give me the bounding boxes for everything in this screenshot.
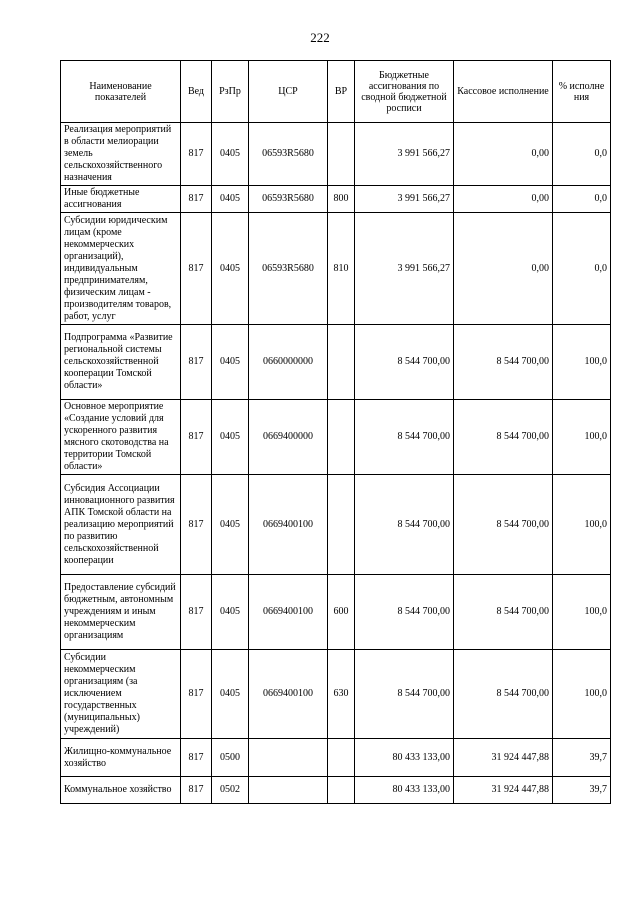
cell-rzpr: 0500	[212, 739, 249, 777]
header-rzpr: РзПр	[212, 61, 249, 123]
cell-pct: 100,0	[553, 650, 611, 739]
header-ved: Вед	[181, 61, 212, 123]
cell-pct: 100,0	[553, 475, 611, 575]
table-row	[61, 325, 611, 400]
table-row	[61, 575, 611, 650]
cell-csr: 0669400100	[249, 475, 328, 575]
cell-rzpr: 0405	[212, 325, 249, 400]
cell-budget: 8 544 700,00	[355, 325, 454, 400]
cell-csr: 06593R5680	[249, 123, 328, 186]
cell-name: Иные бюджетные ассигнования	[61, 186, 181, 213]
cell-vr	[328, 400, 355, 475]
cell-cash: 0,00	[454, 213, 553, 325]
cell-rzpr: 0405	[212, 186, 249, 213]
header-budget: Бюджетные ассигнования по сводной бюджетной росписи	[355, 61, 454, 123]
cell-vr: 630	[328, 650, 355, 739]
cell-ved: 817	[181, 650, 212, 739]
cell-ved: 817	[181, 325, 212, 400]
cell-cash: 8 544 700,00	[454, 475, 553, 575]
header-name: Наименование показателей	[61, 61, 181, 123]
table-header-row	[61, 61, 611, 123]
cell-csr: 0669400100	[249, 650, 328, 739]
cell-budget: 8 544 700,00	[355, 400, 454, 475]
cell-cash: 8 544 700,00	[454, 325, 553, 400]
cell-rzpr: 0405	[212, 123, 249, 186]
cell-cash: 8 544 700,00	[454, 575, 553, 650]
cell-ved: 817	[181, 475, 212, 575]
cell-ved: 817	[181, 186, 212, 213]
cell-rzpr: 0405	[212, 650, 249, 739]
table-row	[61, 400, 611, 475]
cell-name: Субсидии некоммерческим организациям (за исключением государственных (муниципальных) учреждений)	[61, 650, 181, 739]
cell-budget: 80 433 133,00	[355, 777, 454, 804]
cell-ved: 817	[181, 123, 212, 186]
cell-name: Основное мероприятие «Создание условий для ускоренного развития мясного скотоводства на территории Томской области»	[61, 400, 181, 475]
cell-cash: 8 544 700,00	[454, 400, 553, 475]
cell-cash: 0,00	[454, 123, 553, 186]
cell-pct: 100,0	[553, 325, 611, 400]
cell-budget: 8 544 700,00	[355, 475, 454, 575]
cell-vr	[328, 739, 355, 777]
cell-name: Реализация мероприятий в области мелиорации земель сельскохозяйственного назначения	[61, 123, 181, 186]
cell-pct: 39,7	[553, 739, 611, 777]
cell-pct: 0,0	[553, 186, 611, 213]
cell-vr	[328, 325, 355, 400]
cell-vr: 810	[328, 213, 355, 325]
header-pct: % исполне ния	[553, 61, 611, 123]
table-row	[61, 123, 611, 186]
cell-csr	[249, 739, 328, 777]
header-csr: ЦСР	[249, 61, 328, 123]
cell-name: Подпрограмма «Развитие региональной системы сельскохозяйственной кооперации Томской области»	[61, 325, 181, 400]
cell-budget: 3 991 566,27	[355, 186, 454, 213]
cell-csr: 0669400100	[249, 575, 328, 650]
cell-pct: 0,0	[553, 213, 611, 325]
cell-budget: 80 433 133,00	[355, 739, 454, 777]
cell-rzpr: 0405	[212, 213, 249, 325]
cell-name: Предоставление субсидий бюджетным, автономным учреждениям и иным некоммерческим организациям	[61, 575, 181, 650]
cell-name: Коммунальное хозяйство	[61, 777, 181, 804]
cell-name: Субсидия Ассоциации инновационного развития АПК Томской области на реализацию мероприятий по развитию сельскохозяйственной кооперации	[61, 475, 181, 575]
cell-vr	[328, 475, 355, 575]
cell-pct: 0,0	[553, 123, 611, 186]
cell-name: Жилищно-коммунальное хозяйство	[61, 739, 181, 777]
cell-ved: 817	[181, 213, 212, 325]
cell-pct: 100,0	[553, 400, 611, 475]
cell-csr: 06593R5680	[249, 186, 328, 213]
cell-budget: 8 544 700,00	[355, 575, 454, 650]
cell-rzpr: 0405	[212, 400, 249, 475]
table-row	[61, 650, 611, 739]
cell-budget: 3 991 566,27	[355, 123, 454, 186]
table-row	[61, 186, 611, 213]
cell-csr	[249, 777, 328, 804]
cell-csr: 0669400000	[249, 400, 328, 475]
cell-csr: 0660000000	[249, 325, 328, 400]
cell-vr: 800	[328, 186, 355, 213]
cell-ved: 817	[181, 400, 212, 475]
cell-csr: 06593R5680	[249, 213, 328, 325]
cell-cash: 8 544 700,00	[454, 650, 553, 739]
cell-budget: 8 544 700,00	[355, 650, 454, 739]
page-number: 222	[310, 30, 330, 45]
cell-ved: 817	[181, 739, 212, 777]
cell-rzpr: 0405	[212, 575, 249, 650]
cell-cash: 0,00	[454, 186, 553, 213]
cell-rzpr: 0405	[212, 475, 249, 575]
cell-cash: 31 924 447,88	[454, 739, 553, 777]
budget-execution-table	[60, 60, 611, 804]
cell-vr: 600	[328, 575, 355, 650]
cell-pct: 39,7	[553, 777, 611, 804]
header-cash: Кассовое исполнение	[454, 61, 553, 123]
cell-ved: 817	[181, 777, 212, 804]
cell-vr	[328, 777, 355, 804]
cell-cash: 31 924 447,88	[454, 777, 553, 804]
cell-name: Субсидии юридическим лицам (кроме некоммерческих организаций), индивидуальным предпринимателям, физическим лицам - производителям товаров, работ, услуг	[61, 213, 181, 325]
table-row	[61, 475, 611, 575]
cell-vr	[328, 123, 355, 186]
cell-pct: 100,0	[553, 575, 611, 650]
cell-ved: 817	[181, 575, 212, 650]
cell-budget: 3 991 566,27	[355, 213, 454, 325]
header-vr: ВР	[328, 61, 355, 123]
table-row	[61, 777, 611, 804]
table-row	[61, 739, 611, 777]
table-row	[61, 213, 611, 325]
cell-rzpr: 0502	[212, 777, 249, 804]
